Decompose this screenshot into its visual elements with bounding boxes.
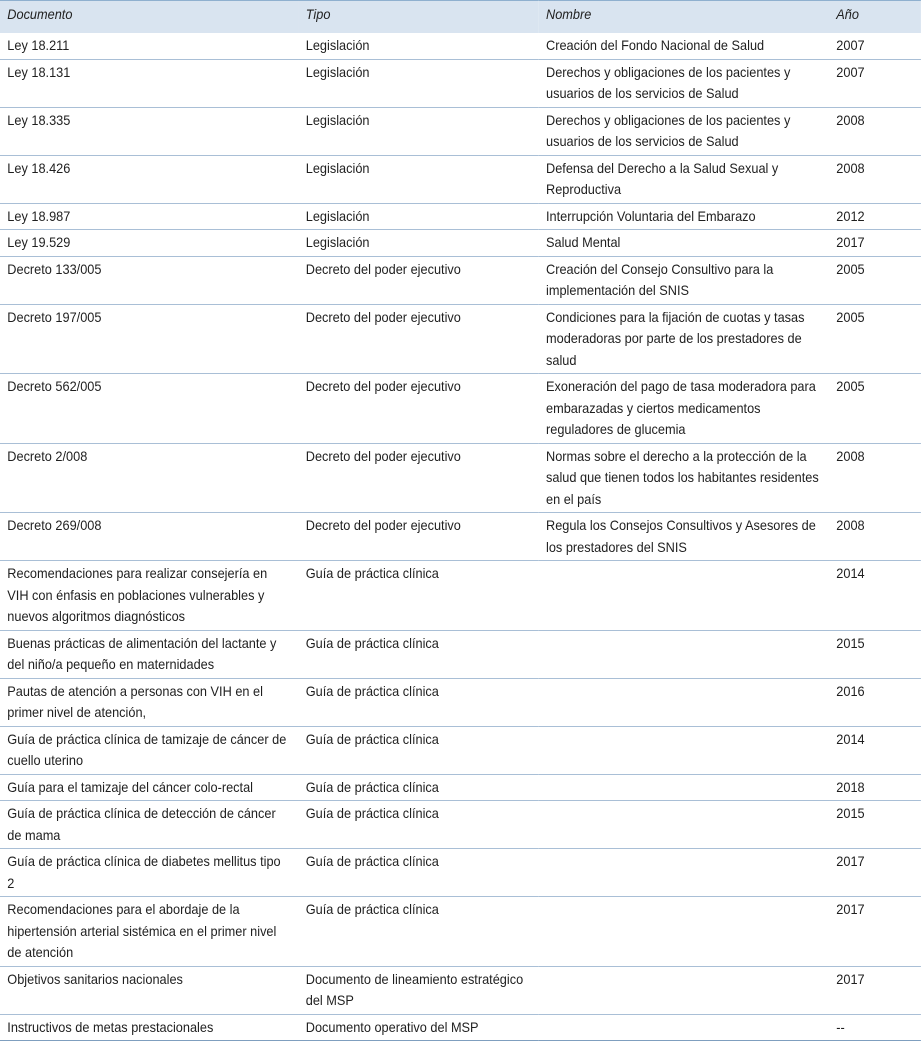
cell-nombre: Salud Mental (539, 230, 829, 257)
cell-anio: 2008 (829, 155, 921, 203)
header-nombre: Nombre (539, 1, 829, 34)
cell-anio: 2015 (829, 630, 921, 678)
header-documento: Documento (0, 1, 298, 34)
cell-nombre (539, 561, 829, 631)
cell-tipo: Legislación (298, 59, 538, 107)
cell-documento: Ley 18.987 (0, 203, 298, 230)
cell-anio: 2017 (829, 897, 921, 967)
cell-tipo: Decreto del poder ejecutivo (298, 374, 538, 444)
cell-nombre (539, 1014, 829, 1041)
cell-documento: Buenas prácticas de alimentación del lactante y del niño/a pequeño en maternidades (0, 630, 298, 678)
header-row (0, 1, 921, 34)
table-row (0, 256, 921, 304)
table-row (0, 374, 921, 444)
cell-anio: 2007 (829, 59, 921, 107)
cell-tipo: Guía de práctica clínica (298, 561, 538, 631)
cell-tipo: Decreto del poder ejecutivo (298, 513, 538, 561)
cell-tipo: Guía de práctica clínica (298, 678, 538, 726)
cell-nombre: Derechos y obligaciones de los pacientes y usuarios de los servicios de Salud (539, 107, 829, 155)
cell-tipo: Guía de práctica clínica (298, 849, 538, 897)
cell-tipo: Legislación (298, 230, 538, 257)
cell-anio: 2014 (829, 561, 921, 631)
cell-documento: Decreto 269/008 (0, 513, 298, 561)
cell-anio: 2008 (829, 107, 921, 155)
cell-documento: Decreto 562/005 (0, 374, 298, 444)
cell-nombre (539, 678, 829, 726)
table-row (0, 443, 921, 513)
cell-tipo: Guía de práctica clínica (298, 726, 538, 774)
cell-documento: Decreto 133/005 (0, 256, 298, 304)
cell-nombre (539, 897, 829, 967)
cell-documento: Recomendaciones para el abordaje de la hipertensión arterial sistémica en el primer nivel de atención (0, 897, 298, 967)
cell-documento: Decreto 197/005 (0, 304, 298, 374)
cell-documento: Objetivos sanitarios nacionales (0, 966, 298, 1014)
table-row (0, 59, 921, 107)
table-row (0, 561, 921, 631)
cell-anio: 2012 (829, 203, 921, 230)
cell-tipo: Decreto del poder ejecutivo (298, 256, 538, 304)
cell-anio: 2005 (829, 304, 921, 374)
cell-tipo: Decreto del poder ejecutivo (298, 443, 538, 513)
cell-tipo: Documento operativo del MSP (298, 1014, 538, 1041)
table-row (0, 801, 921, 849)
cell-documento: Pautas de atención a personas con VIH en el primer nivel de atención, (0, 678, 298, 726)
table-row (0, 107, 921, 155)
cell-anio: 2017 (829, 849, 921, 897)
cell-anio: 2014 (829, 726, 921, 774)
cell-documento: Decreto 2/008 (0, 443, 298, 513)
cell-nombre: Derechos y obligaciones de los pacientes y usuarios de los servicios de Salud (539, 59, 829, 107)
table-row (0, 203, 921, 230)
table-row (0, 230, 921, 257)
cell-anio: 2007 (829, 33, 921, 59)
cell-tipo: Guía de práctica clínica (298, 630, 538, 678)
cell-documento: Guía de práctica clínica de tamizaje de cáncer de cuello uterino (0, 726, 298, 774)
cell-tipo: Legislación (298, 33, 538, 59)
cell-tipo: Documento de lineamiento estratégico del MSP (298, 966, 538, 1014)
cell-anio: 2005 (829, 374, 921, 444)
cell-nombre (539, 774, 829, 801)
cell-nombre (539, 801, 829, 849)
table-row (0, 1014, 921, 1041)
header-anio: Año (829, 1, 921, 34)
cell-documento: Ley 18.211 (0, 33, 298, 59)
cell-documento: Ley 18.131 (0, 59, 298, 107)
cell-nombre: Interrupción Voluntaria del Embarazo (539, 203, 829, 230)
table-row (0, 678, 921, 726)
table-row (0, 726, 921, 774)
cell-tipo: Legislación (298, 107, 538, 155)
table-row (0, 774, 921, 801)
table-row (0, 966, 921, 1014)
cell-anio: 2005 (829, 256, 921, 304)
cell-documento: Instructivos de metas prestacionales (0, 1014, 298, 1041)
cell-nombre: Creación del Consejo Consultivo para la implementación del SNIS (539, 256, 829, 304)
cell-documento: Recomendaciones para realizar consejería en VIH con énfasis en poblaciones vulnerables y nuevos algoritmos diagnósticos (0, 561, 298, 631)
header-tipo: Tipo (298, 1, 538, 34)
table-row (0, 513, 921, 561)
cell-nombre (539, 726, 829, 774)
cell-tipo: Legislación (298, 155, 538, 203)
cell-nombre: Normas sobre el derecho a la protección de la salud que tienen todos los habitantes residentes en el país (539, 443, 829, 513)
cell-anio: 2017 (829, 966, 921, 1014)
cell-nombre (539, 630, 829, 678)
cell-tipo: Guía de práctica clínica (298, 897, 538, 967)
table-row (0, 33, 921, 59)
cell-anio: -- (829, 1014, 921, 1041)
table-row (0, 304, 921, 374)
cell-anio: 2008 (829, 443, 921, 513)
table-row (0, 849, 921, 897)
cell-documento: Guía para el tamizaje del cáncer colo-rectal (0, 774, 298, 801)
table-row (0, 155, 921, 203)
cell-nombre: Defensa del Derecho a la Salud Sexual y Reproductiva (539, 155, 829, 203)
cell-documento: Ley 19.529 (0, 230, 298, 257)
cell-anio: 2015 (829, 801, 921, 849)
cell-documento: Ley 18.335 (0, 107, 298, 155)
cell-tipo: Decreto del poder ejecutivo (298, 304, 538, 374)
cell-nombre: Exoneración del pago de tasa moderadora para embarazadas y ciertos medicamentos reguladores de glucemia (539, 374, 829, 444)
table-row (0, 897, 921, 967)
cell-tipo: Legislación (298, 203, 538, 230)
cell-tipo: Guía de práctica clínica (298, 801, 538, 849)
cell-tipo: Guía de práctica clínica (298, 774, 538, 801)
cell-nombre (539, 966, 829, 1014)
cell-anio: 2018 (829, 774, 921, 801)
cell-documento: Guía de práctica clínica de diabetes mellitus tipo 2 (0, 849, 298, 897)
table-body (0, 33, 921, 1041)
cell-nombre: Regula los Consejos Consultivos y Asesores de los prestadores del SNIS (539, 513, 829, 561)
cell-documento: Guía de práctica clínica de detección de cáncer de mama (0, 801, 298, 849)
cell-nombre: Creación del Fondo Nacional de Salud (539, 33, 829, 59)
table-row (0, 630, 921, 678)
cell-anio: 2016 (829, 678, 921, 726)
cell-nombre: Condiciones para la fijación de cuotas y tasas moderadoras por parte de los prestadores de salud (539, 304, 829, 374)
cell-documento: Ley 18.426 (0, 155, 298, 203)
cell-anio: 2008 (829, 513, 921, 561)
cell-nombre (539, 849, 829, 897)
cell-anio: 2017 (829, 230, 921, 257)
